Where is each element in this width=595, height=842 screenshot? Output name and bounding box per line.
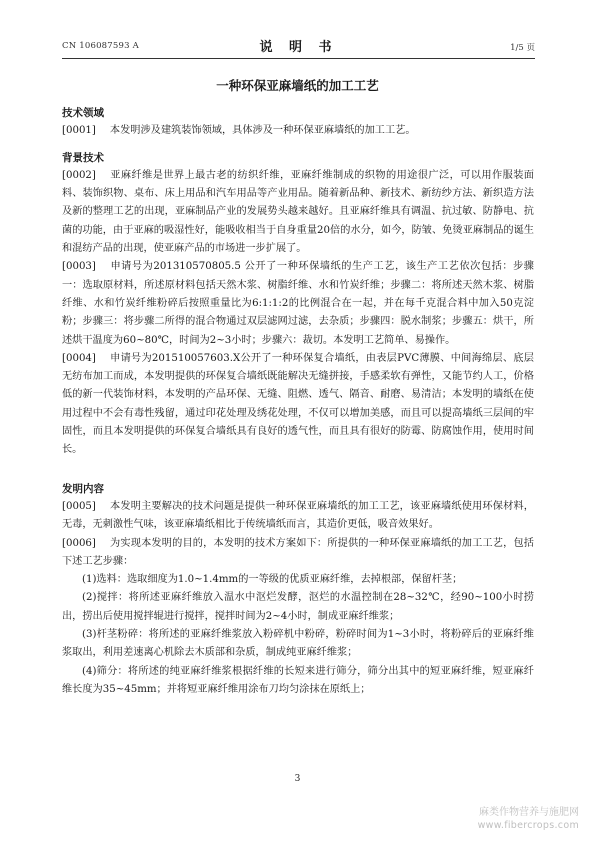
watermark-text: 麻类作物营养与施肥网 [479,807,579,818]
section-heading-background: 背景技术 [62,151,104,164]
document-number: CN 106087593 A [62,41,139,51]
paragraph-number: [0004] [62,352,96,364]
paragraph-number: [0005] [62,500,96,512]
document-title: 一种环保亚麻墙纸的加工工艺 [216,78,379,93]
document-body [62,104,534,699]
paragraph-text: 亚麻纤维是世界上最古老的纺织纤维，亚麻纤维制成的织物的用途很广泛，可以用作服装面料、装饰织物、桌布、床上用品和汽车用品等产业用品。随着新品种、新技术、新纺纱方法、新织造方法及新的整理工艺的出现，亚麻制品产业的发展势头越来越好。且亚麻纤维具有调温、抗过敏、防静电、抗菌的功能，由于亚麻的吸湿性好，能吸收相当于自身重量20倍的水分，如今，防皱、免烫亚麻制品的诞生和混纺产品的出现，使亚麻产品的市场进一步扩展了。 [62,169,534,255]
paragraph-0005 [62,498,534,535]
paragraph-number: [0006] [62,537,96,549]
header-rule [62,58,535,59]
watermark [478,806,579,832]
paragraph-number: [0002] [62,169,96,181]
paragraph-number: [0003] [62,261,96,273]
paragraph-text: 申请号为201510057603.X公开了一种环保复合墙纸，由表层PVC薄膜、中间海绵层、底层无纺布加工而成，本发明提供的环保复合墙纸既能解决无缝拼接，手感柔软有弹性，又能节约人工，价格低的新一代装饰材料，本发明的产品环保、无缝、阻燃、透气、隔音、耐磨、易清洁；本发明的墙纸在使用过程中不会有毒性残留，通过印花处理及绣花处理，不仅可以增加美感，而且可以提高墙纸三层间的牢固性，而且本发明提供的环保复合墙纸具有良好的透气性，而且具有很好的防霉、防腐蚀作用，使用时间长。 [62,352,534,456]
paragraph-text: 申请号为201310570805.5 公开了一种环保墙纸的生产工艺，该生产工艺依次包括：步骤一：选取原材料，所述原材料包括天然木浆、树脂纤维、水和竹炭纤维；步骤二：将所述天然木浆、树脂纤维、水和竹炭纤维粉碎后按照重量比为6:1:1:2的比例混合在一起，并在每千克混合料中加入50克淀粉；步骤三：将步骤二所得的混合物通过双层滤网过滤，去杂质；步骤四：脱水制浆；步骤五：烘干，所述烘干温度为60~80℃，时间为2~3小时；步骤六：裁切。本发明工艺简单、易操作。 [62,261,534,346]
process-step-4: (4)筛分：将所述的纯亚麻纤维浆根据纤维的长短来进行筛分，筛分出其中的短亚麻纤维，短亚麻纤维长度为35~45mm；并将短亚麻纤维用涂布刀均匀涂抹在原纸上； [62,665,534,695]
paragraph-text: 为实现本发明的目的，本发明的技术方案如下：所提供的一种环保亚麻墙纸的加工工艺，包括下述工艺步骤： [62,537,534,567]
paragraph-text: 本发明涉及建筑装饰领域，具体涉及一种环保亚麻墙纸的加工工艺。 [109,125,416,137]
paragraph-0001 [62,122,534,140]
watermark-url: www.fibercrops.com [477,820,579,831]
paragraph-0003 [62,258,534,349]
section-heading-tech-field: 技术领域 [62,107,104,119]
paragraph-0002 [62,167,534,258]
process-step-3: (3)杆茎粉碎：将所述的亚麻纤维浆放入粉碎机中粉碎，粉碎时间为1~3小时，将粉碎后的亚麻纤维浆取出，利用差速离心机除去木质部和杂质，制成纯亚麻纤维浆； [62,629,534,659]
paragraph-0004 [62,350,534,460]
document-type: 说 明 书 [259,40,338,55]
page-number: 3 [294,774,301,784]
paragraph-number: [0001] [62,125,96,137]
paragraph-0006 [62,535,534,572]
section-heading-invention: 发明内容 [62,482,104,495]
page-header [62,36,535,56]
process-step-2: (2)搅拌：将所述亚麻纤维放入温水中沤烂发酵，沤烂的水温控制在28~32℃，经90~100小时捞出，捞出后使用搅拌辊进行搅拌，搅拌时间为2~4小时，制成亚麻纤维浆； [62,592,534,622]
process-step-1: (1)选料：选取细度为1.0~1.4mm的一等级的优质亚麻纤维，去掉根部，保留杆茎； [82,574,463,586]
paragraph-text: 本发明主要解决的技术问题是提供一种环保亚麻墙纸的加工工艺，该亚麻墙纸使用环保材料，无毒，无刺激性气味，该亚麻墙纸相比于传统墙纸而言，其造价更低，吸音效果好。 [62,500,534,531]
page-info: 1/5 页 [510,43,535,53]
